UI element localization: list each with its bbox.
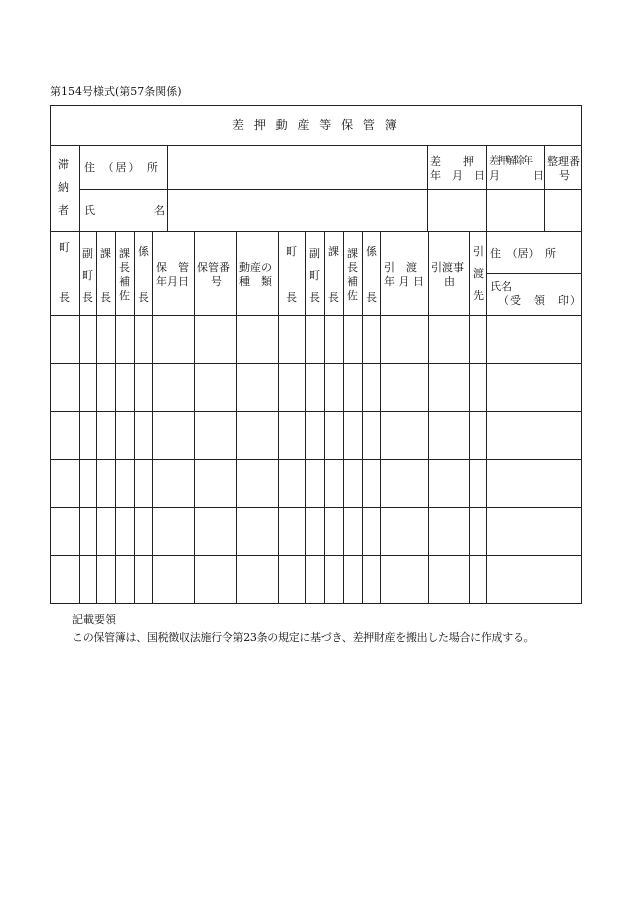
col-ka2-2: 長 <box>328 291 339 304</box>
taino-label-2: 納 <box>58 181 69 194</box>
col-recipient-address: 住 （居） 所 <box>490 247 556 260</box>
col-ka-2: 長 <box>100 291 111 304</box>
col-fukucho2-2: 町 <box>309 269 320 282</box>
col-cho2-2: 長 <box>286 291 297 304</box>
col-ka-1: 課 <box>100 247 111 260</box>
col-ka2-1: 課 <box>328 245 339 258</box>
release-date-label-1: 差押解除年 <box>489 156 532 167</box>
col-cho-2: 長 <box>59 291 70 304</box>
col-cho-1: 町 <box>59 241 70 254</box>
col-hokan-no-1: 保管番 <box>197 261 230 274</box>
col-dosan-type-1: 動産の <box>239 261 272 274</box>
taino-label-3: 者 <box>58 204 69 217</box>
col-kacho-hosa2-4: 佐 <box>347 289 358 302</box>
col-fukucho2-3: 長 <box>309 291 320 304</box>
col-hikiwatashi-date-2: 年 月 日 <box>384 275 424 288</box>
col-hikiwatashi-saki-1: 引 <box>473 245 484 258</box>
name-label-1: 氏 <box>84 204 95 217</box>
col-dosan-type-2: 種 類 <box>239 275 272 288</box>
col-recipient-name: 氏名 <box>490 280 512 293</box>
notes-heading: 記載要領 <box>72 613 116 626</box>
col-hikiwatashi-reason-1: 引渡事 <box>431 261 464 274</box>
col-kacho-hosa-1: 課 <box>119 247 130 260</box>
release-date-label-2: 月 日 <box>489 169 544 182</box>
col-kacho-hosa-3: 補 <box>119 275 130 288</box>
notes-text: この保管簿は、国税徴収法施行令第23条の規定に基づき、差押財産を搬出した場合に作成する。 <box>72 631 535 644</box>
col-hikiwatashi-saki-2: 渡 <box>473 267 484 280</box>
col-hikiwatashi-saki-3: 先 <box>473 289 484 302</box>
form-title: 差 押 動 産 等 保 管 簿 <box>232 118 400 132</box>
name-label-2: 名 <box>154 204 165 217</box>
col-hikiwatashi-reason-2: 由 <box>444 275 455 288</box>
col-hokan-date-2: 年月日 <box>156 275 189 288</box>
col-cho2-1: 町 <box>286 245 297 258</box>
col-kakari-2: 長 <box>138 291 149 304</box>
col-kakari2-2: 長 <box>366 291 377 304</box>
seizure-date-label-2: 年 月 日 <box>430 169 485 182</box>
ref-no-label-1: 整理番 <box>547 155 580 168</box>
form-number: 第154号様式(第57条関係) <box>50 85 182 98</box>
col-fukucho-2: 町 <box>82 269 93 282</box>
col-kacho-hosa2-1: 課 <box>347 247 358 260</box>
col-kacho-hosa2-2: 長 <box>347 261 358 274</box>
ref-no-label-2: 号 <box>559 169 570 182</box>
col-kacho-hosa-4: 佐 <box>119 289 130 302</box>
col-hokan-date-1: 保 管 <box>156 261 189 274</box>
col-fukucho-1: 副 <box>82 247 93 260</box>
col-fukucho2-1: 副 <box>309 247 320 260</box>
col-kakari-1: 係 <box>138 245 149 258</box>
seizure-date-label-1: 差 押 <box>430 155 474 168</box>
col-kacho-hosa2-3: 補 <box>347 275 358 288</box>
col-fukucho-3: 長 <box>82 291 93 304</box>
taino-label-1: 滞 <box>58 158 69 171</box>
col-kakari2-1: 係 <box>366 245 377 258</box>
col-hokan-no-2: 号 <box>211 275 222 288</box>
col-recipient-seal: （受 領 印） <box>498 294 582 307</box>
col-hikiwatashi-date-1: 引 渡 <box>384 261 417 274</box>
address-label: 住 （居） 所 <box>84 161 160 174</box>
col-kacho-hosa-2: 長 <box>119 261 130 274</box>
